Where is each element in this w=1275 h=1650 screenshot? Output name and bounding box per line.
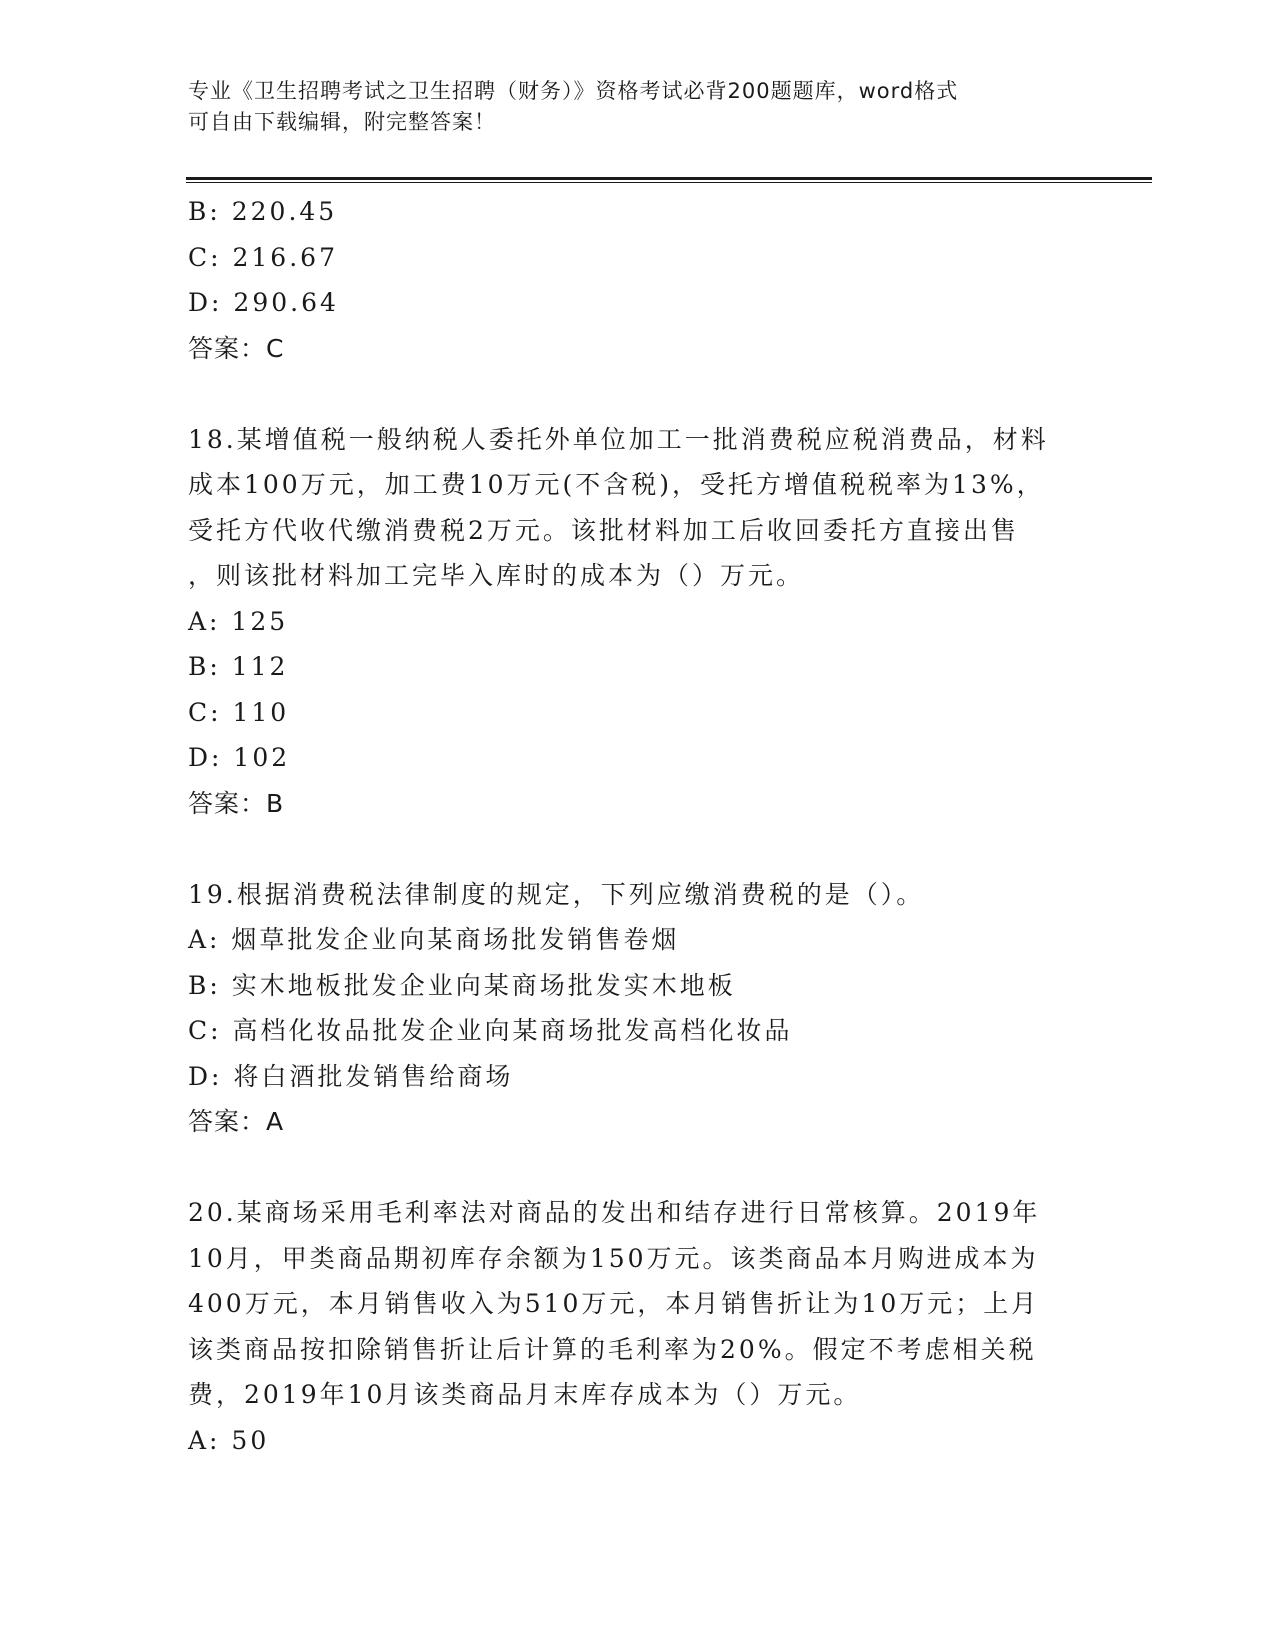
option-a: A: 125 — [188, 606, 289, 636]
question-19 — [188, 872, 1068, 1145]
option-c: C: 216.67 — [188, 242, 338, 272]
header-line-2: 可自由下载编辑，附完整答案！ — [188, 110, 496, 134]
option-d: D: 102 — [188, 743, 291, 772]
option-d: D: 将白酒批发销售给商场 — [188, 1061, 514, 1091]
stem-line: 10月，甲类商品期初库存余额为150万元。该类商品本月购进成本为 — [188, 1243, 1039, 1273]
stem-line: 受托方代收代缴消费税2万元。该批材料加工后收回委托方直接出售 — [188, 515, 1019, 545]
stem-line: 400万元，本月销售收入为510万元，本月销售折让为10万元；上月 — [188, 1289, 1040, 1318]
option-c: C: 110 — [188, 697, 290, 727]
option-a: A: 烟草批发企业向某商场批发销售卷烟 — [188, 925, 680, 954]
document-header — [188, 76, 1068, 138]
stem-line: 20.某商场采用毛利率法对商品的发出和结存进行日常核算。2019年 — [188, 1198, 1041, 1227]
question-18 — [188, 417, 1068, 827]
question-stem — [188, 417, 1068, 599]
option-b: B: 112 — [188, 652, 289, 681]
stem-line: 成本100万元，加工费10万元(不含税)，受托方增值税税率为13%， — [188, 470, 1045, 499]
option-a: A: 50 — [188, 1425, 270, 1455]
question-17 — [188, 189, 1068, 371]
question-list — [188, 189, 1068, 1463]
spacer — [188, 1145, 1068, 1191]
stem-line: ，则该批材料加工完毕入库时的成本为（）万元。 — [188, 561, 805, 590]
option-c: C: 高档化妆品批发企业向某商场批发高档化妆品 — [188, 1016, 793, 1045]
answer: 答案：C — [188, 333, 285, 363]
option-b: B: 实木地板批发企业向某商场批发实木地板 — [188, 970, 736, 1000]
stem-line: 18.某增值税一般纳税人委托外单位加工一批消费税应税消费品，材料 — [188, 424, 1049, 454]
stem-line: 该类商品按扣除销售折让后计算的毛利率为20%。假定不考虑相关税 — [188, 1334, 1037, 1364]
stem-line: 费，2019年10月该类商品月末库存成本为（）万元。 — [188, 1380, 862, 1409]
answer: 答案：A — [188, 1107, 285, 1136]
option-d: D: 290.64 — [188, 288, 339, 317]
spacer — [188, 371, 1068, 417]
question-stem — [188, 1190, 1068, 1418]
question-20 — [188, 1190, 1068, 1463]
header-divider-thick — [186, 177, 1152, 180]
answer: 答案：B — [188, 788, 285, 818]
header-divider-thin — [186, 182, 1152, 183]
header-line-1: 专业《卫生招聘考试之卫生招聘（财务）》资格考试必背200题题库，word格式 — [188, 79, 959, 103]
spacer — [188, 826, 1068, 872]
option-b: B: 220.45 — [188, 197, 338, 226]
question-stem: 19.根据消费税法律制度的规定，下列应缴消费税的是（）。 — [188, 879, 925, 909]
